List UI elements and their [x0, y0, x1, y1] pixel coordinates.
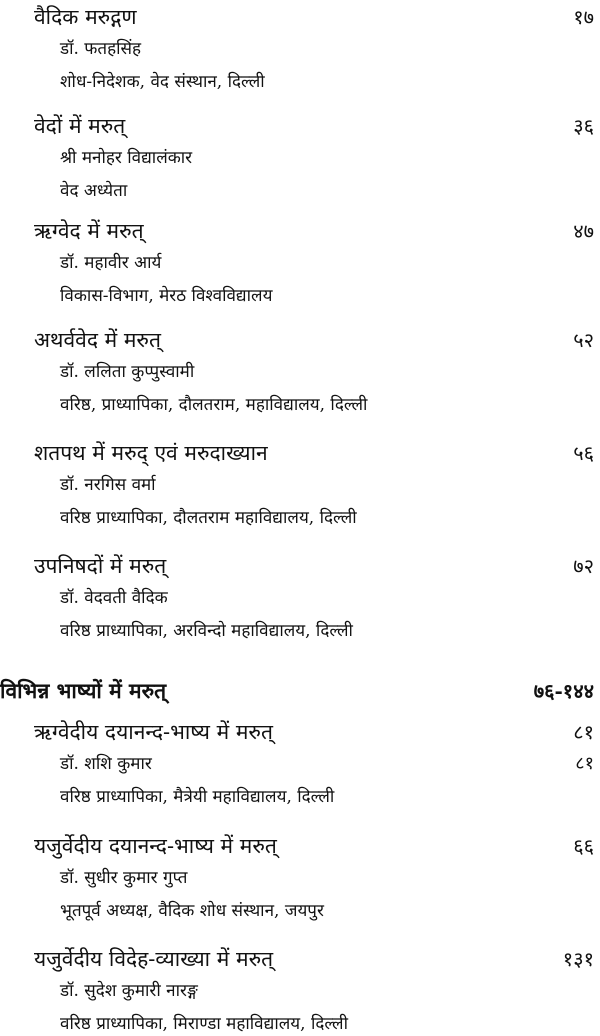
toc-entry-author: डॉ. शशि कुमार [60, 754, 152, 774]
toc-entry-title: यजुर्वेदीय दयानन्द-भाष्य में मरुत् [34, 834, 277, 858]
toc-entry-author: श्री मनोहर विद्यालंकार [60, 148, 193, 168]
toc-entry-affiliation: भूतपूर्व अध्यक्ष, वैदिक शोध संस्थान, जयपुर [60, 901, 324, 921]
toc-entry-page-number: ५६ [573, 441, 594, 465]
toc-entry-affiliation: वरिष्ठ प्राध्यापिका, मिराण्डा महाविद्यालय, दिल्ली [60, 1014, 348, 1034]
toc-entry-title: यजुर्वेदीय विदेह-व्याख्या में मरुत् [34, 947, 274, 971]
toc-entry-title: वैदिक मरुद्गण [34, 5, 137, 29]
toc-entry-page-number: ८१ [573, 720, 594, 744]
toc-entry-author-page-number: ८१ [575, 753, 594, 774]
toc-entry-affiliation: वरिष्ठ प्राध्यापिका, मैत्रेयी महाविद्यालय, दिल्ली [60, 787, 335, 807]
toc-entry-page-number: ३६ [573, 114, 594, 138]
toc-entry-author: डॉ. सुदेश कुमारी नारङ्ग [60, 981, 198, 1001]
toc-entry-author: डॉ. महावीर आर्य [60, 253, 162, 273]
toc-entry-title: उपनिषदों में मरुत् [34, 554, 167, 578]
toc-entry-page-number: ६६ [573, 834, 594, 858]
section-page-range: ७६-१४४ [533, 679, 594, 703]
toc-entry-title: अथर्ववेद में मरुत् [34, 328, 161, 352]
toc-entry-author: डॉ. ललिता कुप्पुस्वामी [60, 362, 195, 382]
toc-entry-title: ऋग्वेदीय दयानन्द-भाष्य में मरुत् [34, 720, 273, 744]
toc-entry-author: डॉ. वेदवती वैदिक [60, 588, 168, 608]
toc-entry-affiliation: विकास-विभाग, मेरठ विश्वविद्यालय [60, 286, 273, 306]
toc-entry-affiliation: शोध-निदेशक, वेद संस्थान, दिल्ली [60, 72, 265, 92]
toc-entry-author: डॉ. फतहसिंह [60, 39, 142, 59]
toc-entry-affiliation: वेद अध्येता [60, 181, 128, 201]
toc-entry-affiliation: वरिष्ठ प्राध्यापिका, अरविन्दो महाविद्यालय, दिल्ली [60, 621, 353, 641]
toc-entry-title: शतपथ में मरुद् एवं मरुदाख्यान [34, 441, 268, 465]
toc-entry-title: वेदों में मरुत् [34, 114, 126, 138]
toc-entry-affiliation: वरिष्ठ, प्राध्यापिका, दौलतराम, महाविद्यालय, दिल्ली [60, 395, 368, 415]
toc-entry-page-number: ५२ [573, 328, 594, 352]
toc-entry-title: ऋग्वेद में मरुत् [34, 219, 144, 243]
toc-entry-author: डॉ. नरगिस वर्मा [60, 475, 156, 495]
section-title: विभिन्न भाष्यों में मरुत् [0, 678, 167, 703]
toc-entry-page-number: ४७ [573, 219, 594, 243]
toc-entry-page-number: ७२ [573, 554, 594, 578]
toc-entry-page-number: १७ [573, 5, 594, 29]
toc-entry-author: डॉ. सुधीर कुमार गुप्त [60, 868, 188, 888]
toc-entry-affiliation: वरिष्ठ प्राध्यापिका, दौलतराम महाविद्यालय, दिल्ली [60, 508, 357, 528]
toc-entry-page-number: १३१ [562, 947, 594, 971]
